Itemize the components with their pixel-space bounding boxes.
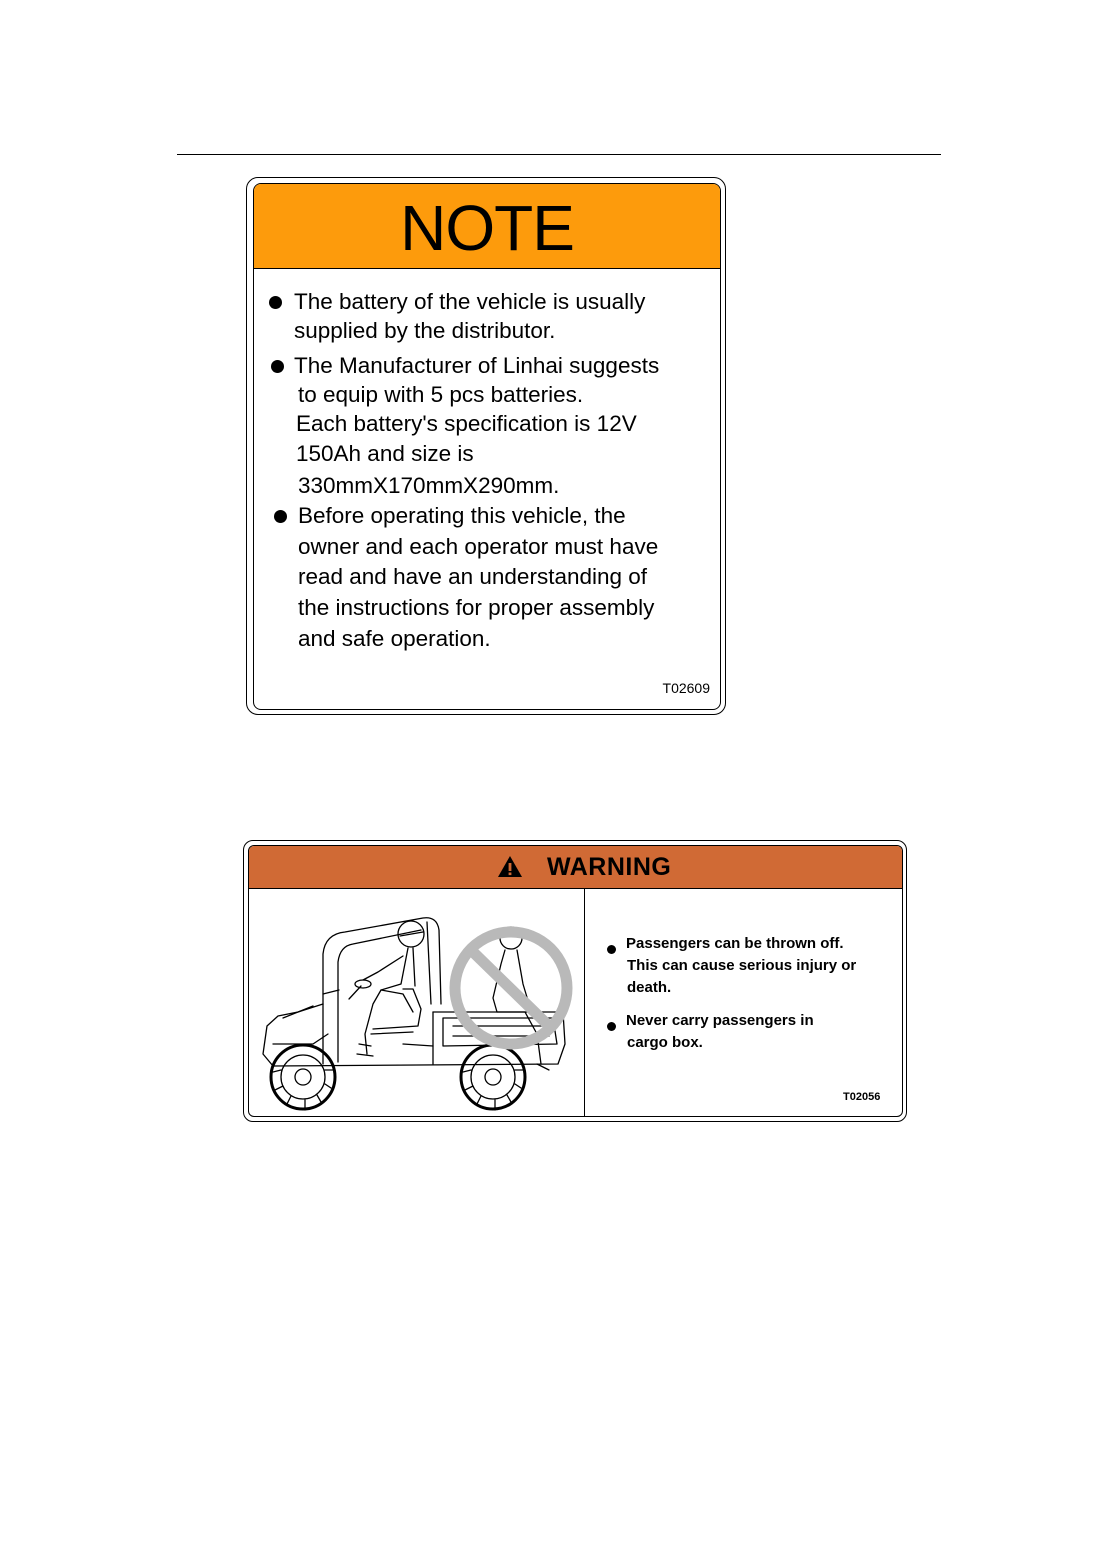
utv-illustration [253,894,579,1114]
note-text-line: Before operating this vehicle, the [298,503,626,528]
warning-header [249,846,902,889]
note-text-line: 150Ah and size is [296,441,474,466]
note-bullet [271,360,284,373]
note-text-line: supplied by the distributor. [294,318,556,343]
warning-text-line: death. [627,979,672,996]
note-label [253,183,721,710]
warning-divider [584,889,585,1117]
warning-title: WARNING [547,853,672,881]
warning-text-line: Passengers can be thrown off. [626,935,844,952]
warning-label-code: T02056 [843,1091,881,1103]
note-label-code: T02609 [662,680,710,696]
note-title: NOTE [400,192,574,264]
note-text-line: owner and each operator must have [298,534,659,559]
page-header-rule [177,154,941,155]
warning-bullet [607,1022,616,1031]
note-text-line: The Manufacturer of Linhai suggests [294,353,660,378]
note-text-line: and safe operation. [298,626,491,651]
warning-text-line: cargo box. [627,1034,703,1051]
note-header [254,184,720,269]
warning-text-line: This can cause serious injury or [627,957,857,974]
note-bullet [269,296,282,309]
warning-bullet [607,945,616,954]
note-text-line: 330mmX170mmX290mm. [298,473,560,498]
warning-triangle-icon [497,855,523,878]
note-text-line: to equip with 5 pcs batteries. [298,382,584,407]
note-bullet [274,510,287,523]
note-text-line: the instructions for proper assembly [298,595,655,620]
warning-text-line: Never carry passengers in [626,1012,814,1029]
note-text-line: Each battery's specification is 12V [296,411,637,436]
note-text-line: The battery of the vehicle is usually [294,289,646,314]
note-text-line: read and have an understanding of [298,564,648,589]
warning-label [248,845,903,1117]
